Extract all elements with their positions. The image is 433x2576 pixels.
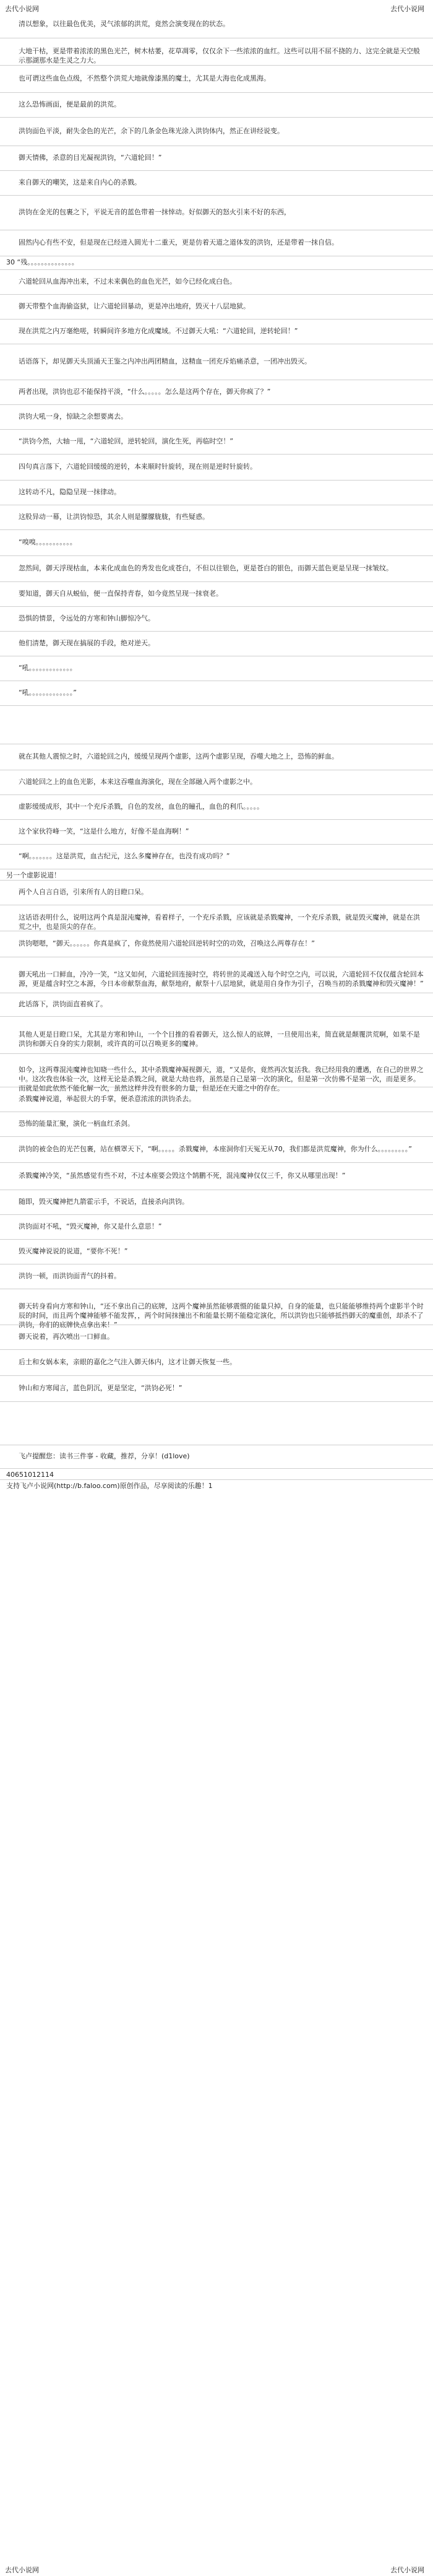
paragraph: 两者出现，洪钧也忍不能保持平淡，“什么。。。。。怎么是这两个存在，御天你疯了？” bbox=[0, 380, 433, 405]
paragraph: “吼。。。。。。。。。。。。。 bbox=[0, 656, 433, 681]
footer-site-name-right: 去代小说网 bbox=[390, 2566, 424, 2574]
paragraph: 御天情佛，杀意的目光凝视洪钧，“六道轮回！” bbox=[0, 146, 433, 171]
paragraph: 这转动不凡，隐隐呈现一抹律动。 bbox=[0, 481, 433, 505]
paragraph: 现在洪荒之内万毫绝嗟，转瞬间许多地方化成魔域。不过御天大吼：“六道轮回，逆转轮回！” bbox=[0, 320, 433, 344]
paragraph: 钟山和方寒闻言，蓝色阴沉，更是坚定，“洪钧必死！” bbox=[0, 1376, 433, 1402]
paragraph: “吼。。。。。。。。。。。。。” bbox=[0, 681, 433, 706]
paragraph: 固然内心有些不安，但是现在已经进入圆光十二重天，更是仿着天道之道体发的洪钧，还是带着一抹自信。 bbox=[0, 230, 433, 256]
paragraph: 随即，毁灭魔神把九箭霍示手，不说话，直接杀向洪钧。 bbox=[0, 1190, 433, 1215]
paragraph: 洪钧面对不吼，“毁灭魔神，你又是什么意思！” bbox=[0, 1215, 433, 1240]
paragraph: 清以想象，以往最色优美，灵气浓郁的洪荒，竟然会演变现在的状态。 bbox=[0, 11, 433, 38]
paragraph: 忽然间，御天浮现枯血，本来化成血色的秀发也化成苍白，不但以往银色，更是苍白的银色，而御天蓝色更是呈现一抹皱纹。 bbox=[0, 556, 433, 582]
paragraph: 洪钧面色平淡，耐失金色的光芒，余下的几条金色珠光涂入洪钧体内，然正在讲经说变。 bbox=[0, 118, 433, 146]
paragraph: 其他人更是目瞪口呆，尤其是方寒和钟山，一个个目推的看着御天，这么惊人的底牌，一旦使用出来，简直就是颠覆洪荒啊，如果不是洪钧和御天自身的实力限制，或许真的可以召唤更多的魔神。 bbox=[0, 1017, 433, 1054]
paragraph: 洪钧一顿，而洪钧面青气的抖着。 bbox=[0, 1264, 433, 1289]
paragraph: 要知道，御天自从蜕仙，便一直保持青春，如今竟然呈现一抹衰老。 bbox=[0, 582, 433, 607]
footer-site-name-left: 去代小说网 bbox=[5, 2566, 39, 2574]
paragraph: 六道轮回之上的血色光影，本来这吞噬血海演化，现在全部融入两个虚影之中。 bbox=[0, 770, 433, 795]
paragraph: 毁灭魔神说说的说道，“要你不死！” bbox=[0, 1240, 433, 1264]
paragraph: 这个家伙符峰一笑，“这是什么地方，好像不是血海啊！” bbox=[0, 820, 433, 845]
paragraph: 这话语表明什么，说明这两个真是混沌魔神，看着样子，一个充斥杀戮，应该就是杀戮魔神，一个充斥杀戮，就是毁灭魔神，就是在洪荒之中，也是顶尖的存在。 bbox=[0, 905, 433, 931]
paragraph: 杀戮魔神说道，举起很大的手掌，便杀意浓浓的洪钧杀去。 bbox=[0, 1087, 433, 1112]
paragraph: 洪钧在金光的包裹之下，平说无音的蓝色带着一抹悻动。好似御天的怒火引来不好的东西， bbox=[0, 196, 433, 230]
paragraph: 御天说着，再次喷出一口鲜血。 bbox=[0, 1325, 433, 1350]
paragraph: 另一个虚影说道！ bbox=[0, 869, 433, 881]
paragraph: 虚影缓缓成形，其中一个充斥杀戮，自色的发丝，血色的瞳孔，血色的利爪。。。。。 bbox=[0, 795, 433, 820]
paragraph: 恐惧的情景，令远处的方寒和钟山脚惊冷气。 bbox=[0, 607, 433, 632]
paragraph: 两个人自言自语，引来所有人的目瞪口呆。 bbox=[0, 881, 433, 905]
paragraph: 六道轮回从血海冲出来，不过未来偶色的血色光芒，如今已经化成白色。 bbox=[0, 270, 433, 295]
paragraph: 后土和女娲本来，亲眼的嘉化之气注入御天体内，这才让御天恢复一些。 bbox=[0, 1350, 433, 1376]
chapter-text bbox=[0, 11, 433, 1492]
paragraph: 这股异动一幕，让洪钧惊恐，其余人则是朦朦胧胧，有些疑惑。 bbox=[0, 505, 433, 530]
paragraph: 恐怖的能量汇聚，演化一柄血红杀剑。 bbox=[0, 1112, 433, 1137]
header-site-name-left: 去代小说网 bbox=[5, 5, 39, 13]
paragraph: 御天吼出一口鲜血，冷冷一笑，“这又如何，六道轮回连接时空，将转世的灵魂送入每个时空之内，可以说，六道轮回不仅仅蕴含轮回本源，更是蕴含时空之本源，今日本帝献祭血海，献祭地府，献祭十八层地狱，就是用自身作为引子，召唤当初的杀戮魔神和毁灭魔神！” bbox=[0, 957, 433, 993]
paragraph bbox=[0, 1402, 433, 1445]
paragraph: 就在其他人震惊之时，六道轮回之内，缓缓呈现两个虚影，这两个虚影呈现，吞噬大地之上，恐怖的鲜血。 bbox=[0, 744, 433, 770]
paragraph bbox=[0, 706, 433, 744]
header-site-name-right: 去代小说网 bbox=[390, 5, 424, 13]
paragraph: 此话落下，洪钧面直着疯了。 bbox=[0, 993, 433, 1017]
paragraph: 飞卢提醒您：读书三件事 - 收藏，推荐，分享！(d1love) bbox=[0, 1445, 433, 1469]
paragraph: 话语落下，却见御天头顶涌天王鉴之内冲出两团精血，这精血一团充斥焰痛杀意，一团冲出毁灭。 bbox=[0, 344, 433, 380]
paragraph: 来自御天的嘲笑，这是来自内心的杀戮。 bbox=[0, 171, 433, 196]
paragraph: 支持飞卢小说网(http://b.faloo.com)原创作品，尽享阅读的乐趣！1 bbox=[6, 1482, 213, 1490]
paragraph: 御天转身看向方寒和钟山，“还不拿出自己的底牌，这两个魔神虽然能够震慑的能量只掉，自身的能量，也只能能够维持两个虚影半个时辰的时间，而且两个魔神能够不能发挥，，两个时间抹撞出不和能量长期不能稳定演化，所以洪钧也只能够抵挡御天的魔重创，却杀不了洪钧，你们的底牌快点拿出来！” bbox=[0, 1289, 433, 1325]
paragraph: “嗅嗅。。。。。。。。。。。 bbox=[0, 530, 433, 556]
paragraph: 这么恐怖画面，便是最前的洪荒。 bbox=[0, 93, 433, 118]
paragraph: 四句真言落下，六道轮回缓缓的逆转，本来顺时针旋转，现在则是逆时针旋转。 bbox=[0, 455, 433, 481]
paragraph: 洪钧大吼一身，惊缺之余想要离去。 bbox=[0, 405, 433, 430]
paragraph: 30 “残。。。。。。。。。。。。。。 bbox=[0, 256, 433, 270]
paragraph: 杀戮魔神冷笑，“虽然感觉有些不对，不过本座要会毁这个鹄鹏不死，混沌魔神仅仅三千，你又从哪里出现！” bbox=[0, 1163, 433, 1190]
page-footer bbox=[0, 2560, 433, 2576]
paragraph: 40651012114 bbox=[0, 1469, 433, 1480]
paragraph: “啊。。。。。。。这是洪荒，血古纪元，这么多魔神存在，也没有成功吗？” bbox=[0, 845, 433, 869]
paragraph: 如今，这两尊混沌魔神也知晓一些什么，其中杀戮魔神凝视御天，道，“又是你，竟然再次复活我。我已经用我的遭遇，在自己的世界之中。这次我也体验一次，这样无论是杀戮之间，就是大劫也将，虽然是自己是第一次的演化，但是第一次仿佛不是第一次，而是更多。而就是如此依然不能化解一次，虽然这样并没有很多的力量，但是还在天道之中的存在。 bbox=[0, 1054, 433, 1087]
paragraph: 洪钧的被金色的光芒包裹，站在横罩天下，“啊。。。。。杀戮魔神，本座洞你们天冤无从70，我们都是洪荒魔神，你为什么。。。。。。。。。” bbox=[0, 1137, 433, 1163]
paragraph: 洪钧嗯嗯，“御天。。。。。。你真是疯了，你竟然使用六道轮回逆转时空的功效，召唤这么两尊存在！” bbox=[0, 931, 433, 957]
paragraph: 也可谓这些血色点级，不然整个洪荒大地就像漆黑的魔土，尤其是大海也化成黑海。 bbox=[0, 66, 433, 93]
paragraph: 大地干枯，更是带着浓浓的黑色光芒，树木枯萎，花草凋零，仅仅余下一些浓浓的血红。这些可以用不屈不挠的力、这完全就是天空般示那湖那水是生灵之力大。 bbox=[0, 38, 433, 66]
paragraph: 御天带整个血海偷盗狱，让六道轮回暴动，更是冲出地府，毁灭十八层地狱。 bbox=[0, 295, 433, 320]
paragraph: “洪钧今然，大轴一甩，“六道轮回，逆转轮回，演化生死，再临时空！” bbox=[0, 430, 433, 455]
paragraph: 他们清楚，御天现在搞展的手段，绝对逆天。 bbox=[0, 632, 433, 656]
